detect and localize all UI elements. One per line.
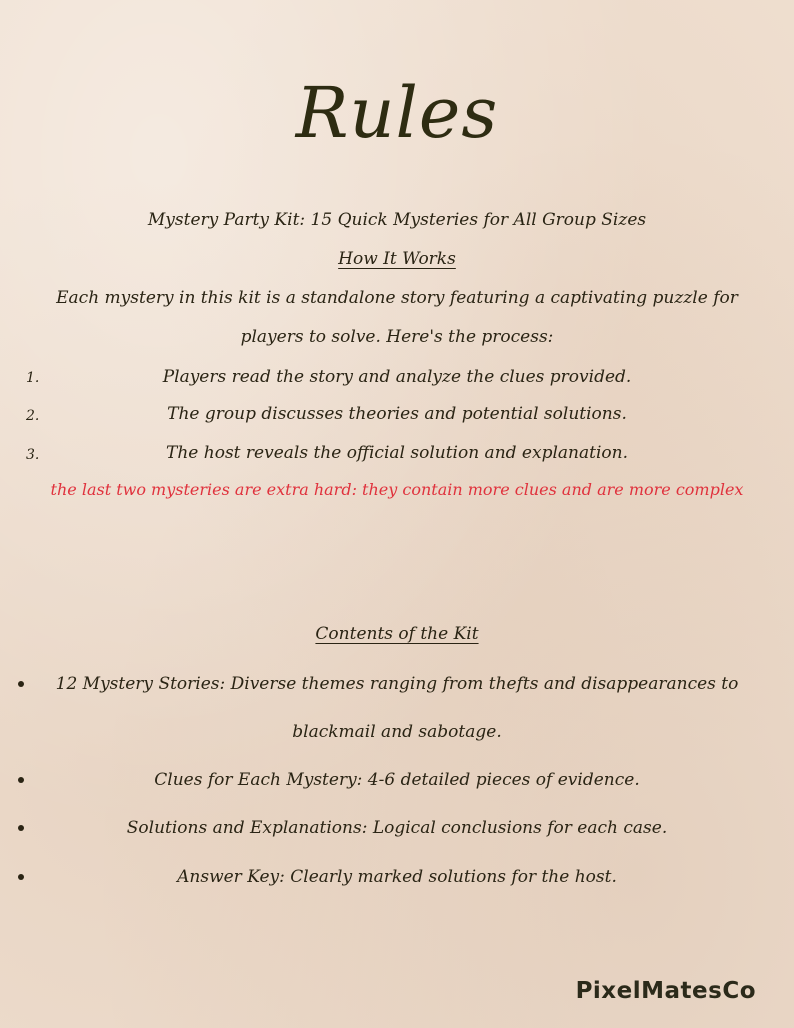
step-text-2: The group discusses theories and potential solutions.: [167, 404, 627, 424]
contents-item-1-line-2: blackmail and sabotage.: [292, 722, 502, 742]
page-title: Rules: [295, 72, 499, 154]
how-it-works-heading: How It Works: [338, 249, 456, 269]
contents-item-4: Answer Key: Clearly marked solutions for the host.: [177, 867, 617, 887]
step-text-3: The host reveals the official solution and explanation.: [166, 443, 628, 463]
kit-subtitle: Mystery Party Kit: 15 Quick Mysteries for All Group Sizes: [147, 210, 647, 230]
step-number-3: 3.: [26, 447, 40, 463]
step-number-2: 2.: [26, 408, 40, 424]
contents-item-1-line-1: 12 Mystery Stories: Diverse themes ranging from thefts and disappearances to: [55, 674, 739, 694]
contents-heading: Contents of the Kit: [315, 624, 479, 644]
brand-logo: PixelMatesCo: [575, 978, 756, 1004]
intro-text-line-2: players to solve. Here's the process:: [240, 327, 554, 347]
contents-item-2: Clues for Each Mystery: 4-6 detailed pieces of evidence.: [154, 770, 640, 790]
contents-item-3: Solutions and Explanations: Logical conclusions for each case.: [126, 818, 668, 838]
intro-text-line-1: Each mystery in this kit is a standalone story featuring a captivating puzzle for: [56, 288, 738, 308]
hard-mysteries-note: the last two mysteries are extra hard: they contain more clues and are more complex: [50, 480, 744, 499]
step-text-1: Players read the story and analyze the clues provided.: [162, 367, 632, 387]
step-number-1: 1.: [26, 370, 40, 386]
